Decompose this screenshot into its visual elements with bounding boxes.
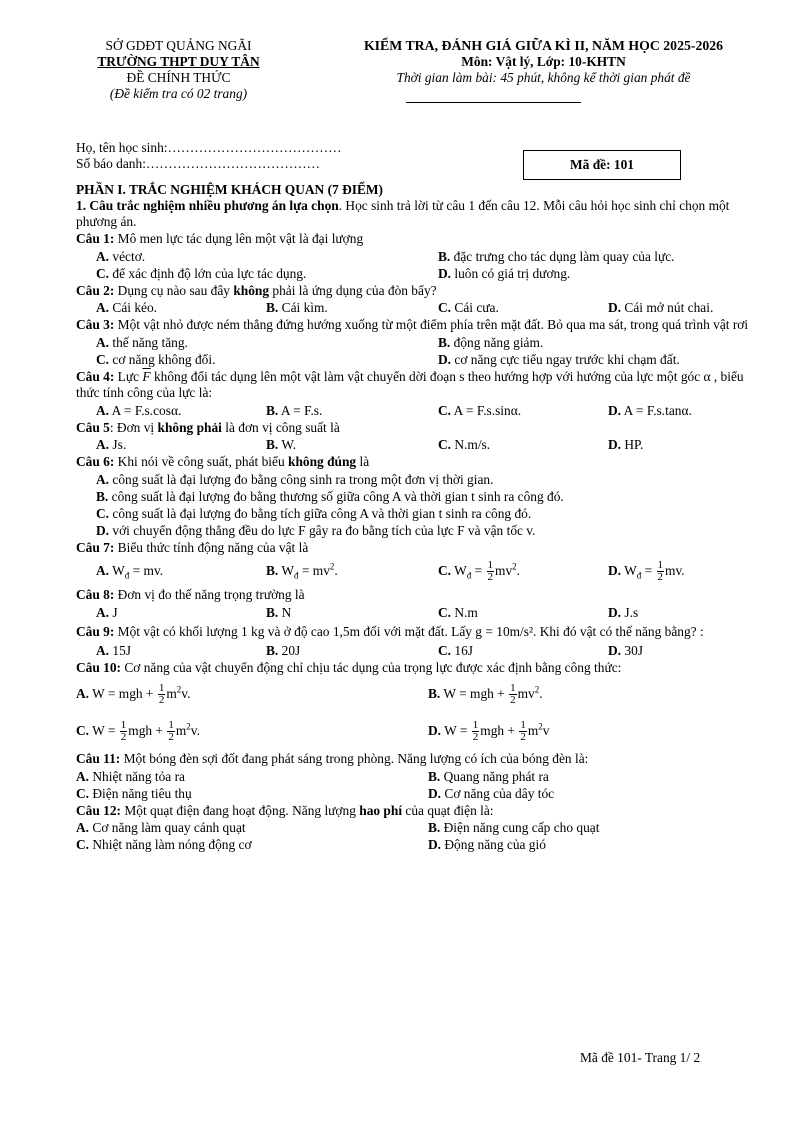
q2-options xyxy=(76,299,756,316)
q6-option-row-c xyxy=(76,505,756,522)
section-title: PHẦN I. TRẮC NGHIỆM KHÁCH QUAN (7 ĐIỂM) xyxy=(76,182,383,197)
official-label: ĐỀ CHÍNH THỨC xyxy=(126,70,231,85)
q6-option-a: A. công suất là đại lượng đo bằng công sinh ra trong một đơn vị thời gian. xyxy=(96,471,494,487)
q12-options-row1 xyxy=(76,819,756,836)
q5-option-a: A. Js. xyxy=(96,437,127,452)
q11-option-d: D. Cơ năng của dây tóc xyxy=(428,785,555,801)
q7-options xyxy=(76,556,756,586)
q12-option-b: B. Điện năng cung cấp cho quạt xyxy=(428,820,600,835)
q8-option-c: C. N.m xyxy=(438,604,478,620)
q10-option-d: D. W = $\frac{1}{2}$ mgh + $\frac{1}{2}$ $m^2v$ xyxy=(428,719,550,744)
q12-option-c: C. Nhiệt năng làm nóng động cơ xyxy=(76,837,252,852)
q10-option-a: A. W = mgh + $\frac{1}{2}$ $m^2v$. xyxy=(76,682,191,707)
q8-option-d: D. J.s xyxy=(608,604,639,620)
exam-title: KIỂM TRA, ĐÁNH GIÁ GIỮA KÌ II, NĂM HỌC 2025-2026 xyxy=(363,38,724,53)
q6-option-c: C. công suất là đại lượng đo bằng tích giữa công A và thời gian t sinh ra công đó. xyxy=(96,505,532,521)
q6-option-d: D. với chuyển động thẳng đều do lực F gây ra đo bằng tích của lực F và vận tốc v. xyxy=(96,522,536,538)
exam-subject: Môn: Vật lý, Lớp: 10-KHTN xyxy=(461,54,626,69)
q3-option-a: A. thế năng tăng. xyxy=(96,334,188,350)
q3-options-row1 xyxy=(76,334,756,351)
q5-options xyxy=(76,436,756,453)
exam-title-block xyxy=(321,38,766,86)
q1-options-row2 xyxy=(76,265,756,282)
question-5: Câu 5: Đơn vị không phải là đơn vị công suất là xyxy=(76,419,340,435)
q8-option-a: A. J xyxy=(96,604,118,620)
q9-option-a: A. 15J xyxy=(96,642,131,658)
q10-options-row1 xyxy=(76,676,756,712)
page-footer: Mã đề 101- Trang 1/ 2 xyxy=(580,1050,701,1065)
q11-options-row2 xyxy=(76,785,756,802)
instructions-rest: . Học sinh trả lời từ câu 1 đến câu 12. Mỗi câu hỏi học sinh chỉ chọn một phương án. xyxy=(76,198,730,229)
question-4: Câu 4: Lực $\overline{F}$ không đổi tác dụng lên một vật làm vật chuyển dời đoạn s theo hướng hợp với hướng của lực một góc α , biểu thức tính công của lực là: xyxy=(76,368,744,400)
q4-option-c: C. A = F.s.sinα. xyxy=(438,402,522,418)
q8-option-b: B. N xyxy=(266,604,292,620)
question-8: Câu 8: Đơn vị đo thế năng trọng trường là xyxy=(76,587,305,602)
q6-option-row-a xyxy=(76,471,756,488)
school-name: TRƯỜNG THPT DUY TÂN xyxy=(97,54,260,69)
q3-option-d: D. cơ năng cực tiểu ngay trước khi chạm đất. xyxy=(438,351,680,367)
question-1 xyxy=(76,231,756,248)
q1-options-row1 xyxy=(76,248,756,265)
q12-options-row2 xyxy=(76,836,756,853)
q7-option-c: C. $W_đ$ = $\frac{1}{2}$ $mv^2$. xyxy=(438,559,521,584)
q7-option-b: B. $W_đ = mv^2$. xyxy=(266,561,338,581)
exam-page xyxy=(76,38,756,853)
q2-option-c: C. Cái cưa. xyxy=(438,300,499,315)
q1-option-b: B. đặc trưng cho tác dụng làm quay của lực. xyxy=(438,248,675,264)
student-id-field: Số báo danh:………………………………… xyxy=(76,156,320,171)
q10-options-row2 xyxy=(76,712,756,750)
q6-option-b: B. công suất là đại lượng đo bằng thương số giữa công A và thời gian t sinh ra công đó. xyxy=(96,488,564,504)
q4-option-d: D. A = F.s.tanα. xyxy=(608,402,692,418)
question-6: Câu 6: Khi nói về công suất, phát biểu không đúng là xyxy=(76,454,370,469)
department: SỞ GDĐT QUẢNG NGÃI xyxy=(105,38,252,53)
question-number: Câu 1: xyxy=(76,231,115,246)
q2-option-a: A. Cái kéo. xyxy=(96,300,158,315)
q11-option-c: C. Điện năng tiêu thụ xyxy=(76,785,192,801)
q1-option-c: C. để xác định độ lớn của lực tác dụng. xyxy=(96,265,307,281)
q1-option-a: A. véctơ. xyxy=(96,248,146,264)
q9-options xyxy=(76,642,756,659)
q11-option-a: A. Nhiệt năng tỏa ra xyxy=(76,768,185,784)
exam-time: Thời gian làm bài: 45 phút, không kể thời gian phát đề xyxy=(396,70,691,85)
q7-option-d: D. $W_đ$ = $\frac{1}{2}$ mv. xyxy=(608,559,685,584)
q10-option-c: C. W = $\frac{1}{2}$ mgh + $\frac{1}{2}$ $m^2v$. xyxy=(76,719,200,744)
q2-option-d: D. Cái mở nút chai. xyxy=(608,300,714,315)
q6-option-row-b xyxy=(76,488,756,505)
q3-option-c: C. cơ năng không đổi. xyxy=(96,351,216,367)
q10-option-b: B. W = mgh + $\frac{1}{2}$ $mv^2$. xyxy=(428,682,543,707)
q5-option-b: B. W. xyxy=(266,437,297,452)
q9-option-b: B. 20J xyxy=(266,642,301,658)
question-text: Mô men lực tác dụng lên một vật là đại lượng xyxy=(114,231,364,246)
q6-option-row-d xyxy=(76,522,756,539)
question-12: Câu 12: Một quạt điện đang hoạt động. Năng lượng hao phí của quạt điện là: xyxy=(76,802,494,818)
student-info xyxy=(76,140,756,176)
question-11: Câu 11: Một bóng đèn sợi đốt đang phát sáng trong phòng. Năng lượng có ích của bóng đèn là: xyxy=(76,751,589,766)
q5-option-d: D. HP. xyxy=(608,437,644,452)
question-9: Câu 9: Một vật có khối lượng 1 kg và ở độ cao 1,5m đối với mặt đất. Lấy g = 10m/s². Khi đó vật có thế năng bằng? : xyxy=(76,623,704,639)
question-7: Câu 7: Biểu thức tính động năng của vật là xyxy=(76,539,309,555)
school-block xyxy=(76,38,281,102)
q7-option-a: A. $W_đ$ = mv. xyxy=(96,563,164,581)
exam-header xyxy=(76,38,756,128)
question-3: Câu 3: Một vật nhỏ được ném thẳng đứng hướng xuống từ một điểm phía trên mặt đất. Bỏ qua ma sát, trong quá trình vật rơi xyxy=(76,317,749,332)
force-vector-symbol: $\overline{F}$ xyxy=(142,368,151,384)
instructions xyxy=(76,198,756,230)
q8-options xyxy=(76,604,756,621)
q4-options xyxy=(76,402,756,419)
q4-option-b: B. A = F.s. xyxy=(266,402,323,418)
q11-option-b: B. Quang năng phát ra xyxy=(428,768,549,784)
q2-option-b: B. Cái kìm. xyxy=(266,300,328,315)
q11-options-row1 xyxy=(76,768,756,785)
question-2: Câu 2: Dụng cụ nào sau đây không phải là ứng dụng của đòn bẩy? xyxy=(76,282,437,298)
q9-option-d: D. 30J xyxy=(608,642,643,658)
q3-options-row2 xyxy=(76,351,756,368)
q9-option-c: C. 16J xyxy=(438,642,473,658)
q4-option-a: A. A = F.s.cosα. xyxy=(96,402,182,418)
q12-option-a: A. Cơ năng làm quay cánh quạt xyxy=(76,820,246,835)
q5-option-c: C. N.m/s. xyxy=(438,437,491,452)
student-name-field: Họ, tên học sinh:………………………………… xyxy=(76,140,342,155)
question-10: Câu 10: Cơ năng của vật chuyển động chỉ chịu tác dụng của trọng lực được xác định bằng công thức: xyxy=(76,659,622,675)
exam-code-box: Mã đề: 101 xyxy=(523,150,681,180)
q3-option-b: B. động năng giảm. xyxy=(438,334,544,350)
q1-option-d: D. luôn có giá trị dương. xyxy=(438,265,571,281)
page-count-note: (Đề kiểm tra có 02 trang) xyxy=(109,86,248,101)
title-underline xyxy=(406,102,581,103)
instructions-bold: 1. Câu trắc nghiệm nhiều phương án lựa chọn xyxy=(76,198,339,213)
q12-option-d: D. Động năng của gió xyxy=(428,837,546,852)
